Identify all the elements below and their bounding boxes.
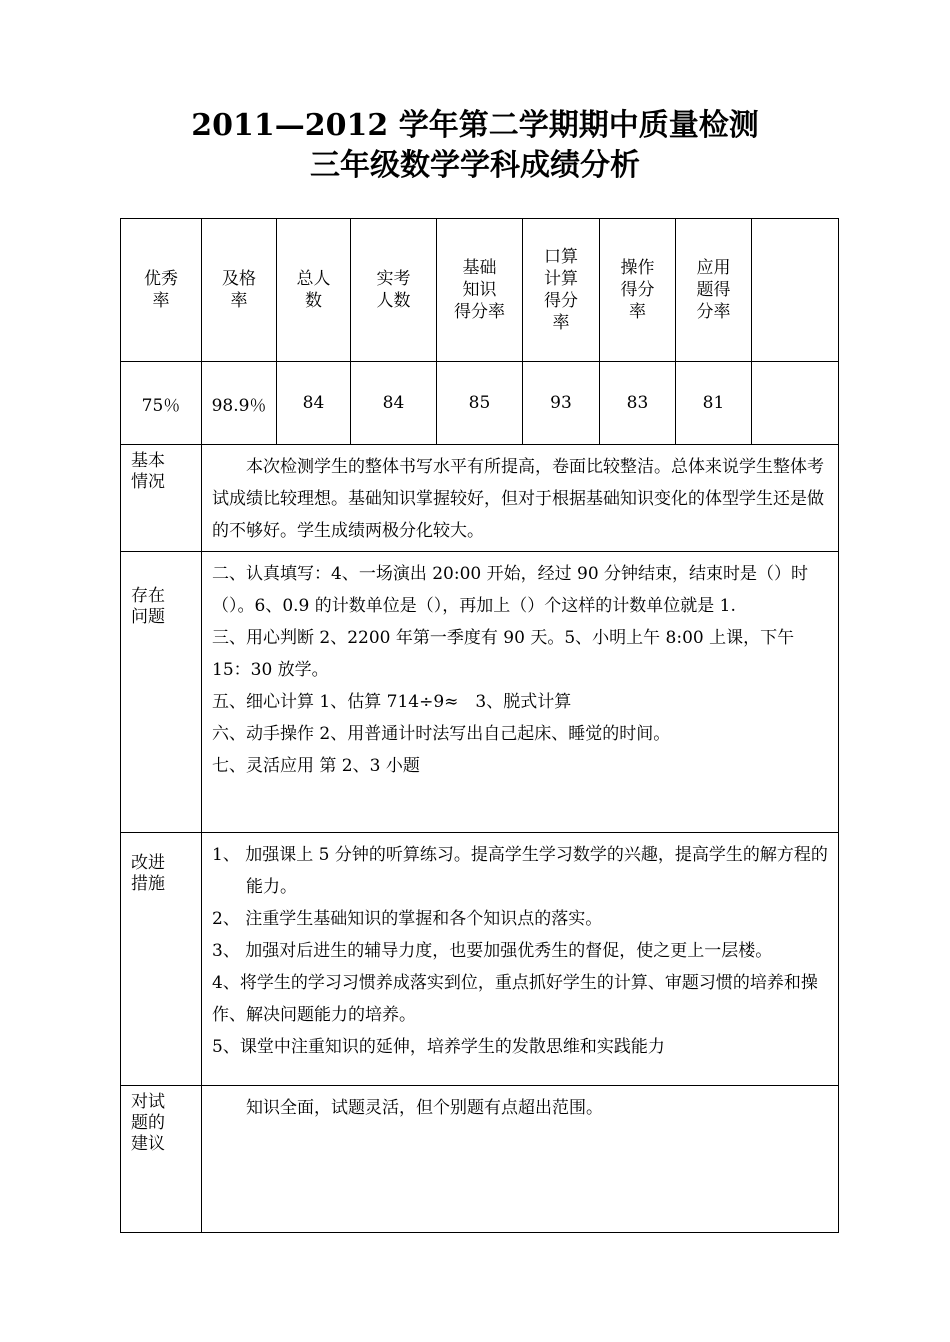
improve-label: 改进 措施 bbox=[121, 833, 202, 1086]
improve-line: 2、 注重学生基础知识的掌握和各个知识点的落实。 bbox=[212, 909, 603, 929]
values-row bbox=[121, 362, 839, 445]
header-operation: 操作 得分 率 bbox=[600, 219, 676, 362]
header-calculation: 口算 计算 得分 率 bbox=[523, 219, 600, 362]
value-basic-knowledge: 85 bbox=[437, 362, 523, 445]
value-excellent-rate: 75％ bbox=[121, 362, 202, 445]
issue-line: 五、细心计算 1、估算 714÷9≈ 3、脱式计算 bbox=[212, 692, 572, 712]
analysis-table bbox=[120, 218, 839, 1233]
suggest-row bbox=[121, 1086, 839, 1233]
header-pass-rate: 及格 率 bbox=[202, 219, 277, 362]
header-row bbox=[121, 219, 839, 362]
value-calculation: 93 bbox=[523, 362, 600, 445]
header-basic-knowledge: 基础 知识 得分率 bbox=[437, 219, 523, 362]
header-excellent-rate: 优秀 率 bbox=[121, 219, 202, 362]
improve-line: 5、课堂中注重知识的延伸，培养学生的发散思维和实践能力 bbox=[212, 1037, 665, 1057]
issue-line: 七、灵活应用 第 2、3 小题 bbox=[212, 756, 420, 776]
improve-line: 1、 加强课上 5 分钟的听算练习。提高学生学习数学的兴趣，提高学生的解方程的能力。 bbox=[212, 845, 828, 897]
improve-content bbox=[202, 833, 839, 1086]
improve-line: 4、将学生的学习习惯养成落实到位，重点抓好学生的计算、审题习惯的培养和操作、解决问题能力的培养。 bbox=[212, 973, 818, 1025]
header-actual-examinees: 实考 人数 bbox=[351, 219, 437, 362]
basic-row bbox=[121, 445, 839, 552]
issues-row bbox=[121, 552, 839, 833]
value-application: 81 bbox=[676, 362, 752, 445]
improve-line: 3、 加强对后进生的辅导力度，也要加强优秀生的督促，使之更上一层楼。 bbox=[212, 941, 773, 961]
issue-line: 六、动手操作 2、用普通计时法写出自己起床、睡觉的时间。 bbox=[212, 724, 671, 744]
suggest-label: 对试 题的 建议 bbox=[121, 1086, 202, 1233]
value-total-students: 84 bbox=[277, 362, 351, 445]
header-application: 应用 题得 分率 bbox=[676, 219, 752, 362]
issue-line: 三、用心判断 2、2200 年第一季度有 90 天。5、小明上午 8:00 上课，下午 15：30 放学。 bbox=[212, 628, 795, 680]
basic-content: 本次检测学生的整体书写水平有所提高，卷面比较整洁。总体来说学生整体考试成绩比较理想。基础知识掌握较好，但对于根据基础知识变化的体型学生还是做的不够好。学生成绩两极分化较大。 bbox=[202, 445, 839, 552]
value-operation: 83 bbox=[600, 362, 676, 445]
suggest-content: 知识全面，试题灵活，但个别题有点超出范围。 bbox=[202, 1086, 839, 1233]
document-title-line2: 三年级数学学科成绩分析 bbox=[310, 148, 640, 183]
issue-line: 二、认真填写：4、一场演出 20:00 开始，经过 90 分钟结束，结束时是（）时（）。6、0.9 的计数单位是（），再加上（）个这样的计数单位就是 1. bbox=[212, 564, 809, 616]
value-pass-rate: 98.9％ bbox=[202, 362, 277, 445]
basic-label: 基本 情况 bbox=[121, 445, 202, 552]
header-total-students: 总人 数 bbox=[277, 219, 351, 362]
value-actual-examinees: 84 bbox=[351, 362, 437, 445]
header-empty bbox=[752, 219, 839, 362]
issues-label: 存在 问题 bbox=[121, 552, 202, 833]
document-title-line1: 2011—2012 学年第二学期期中质量检测 bbox=[191, 108, 759, 143]
issues-content bbox=[202, 552, 839, 833]
value-empty bbox=[752, 362, 839, 445]
improve-row bbox=[121, 833, 839, 1086]
